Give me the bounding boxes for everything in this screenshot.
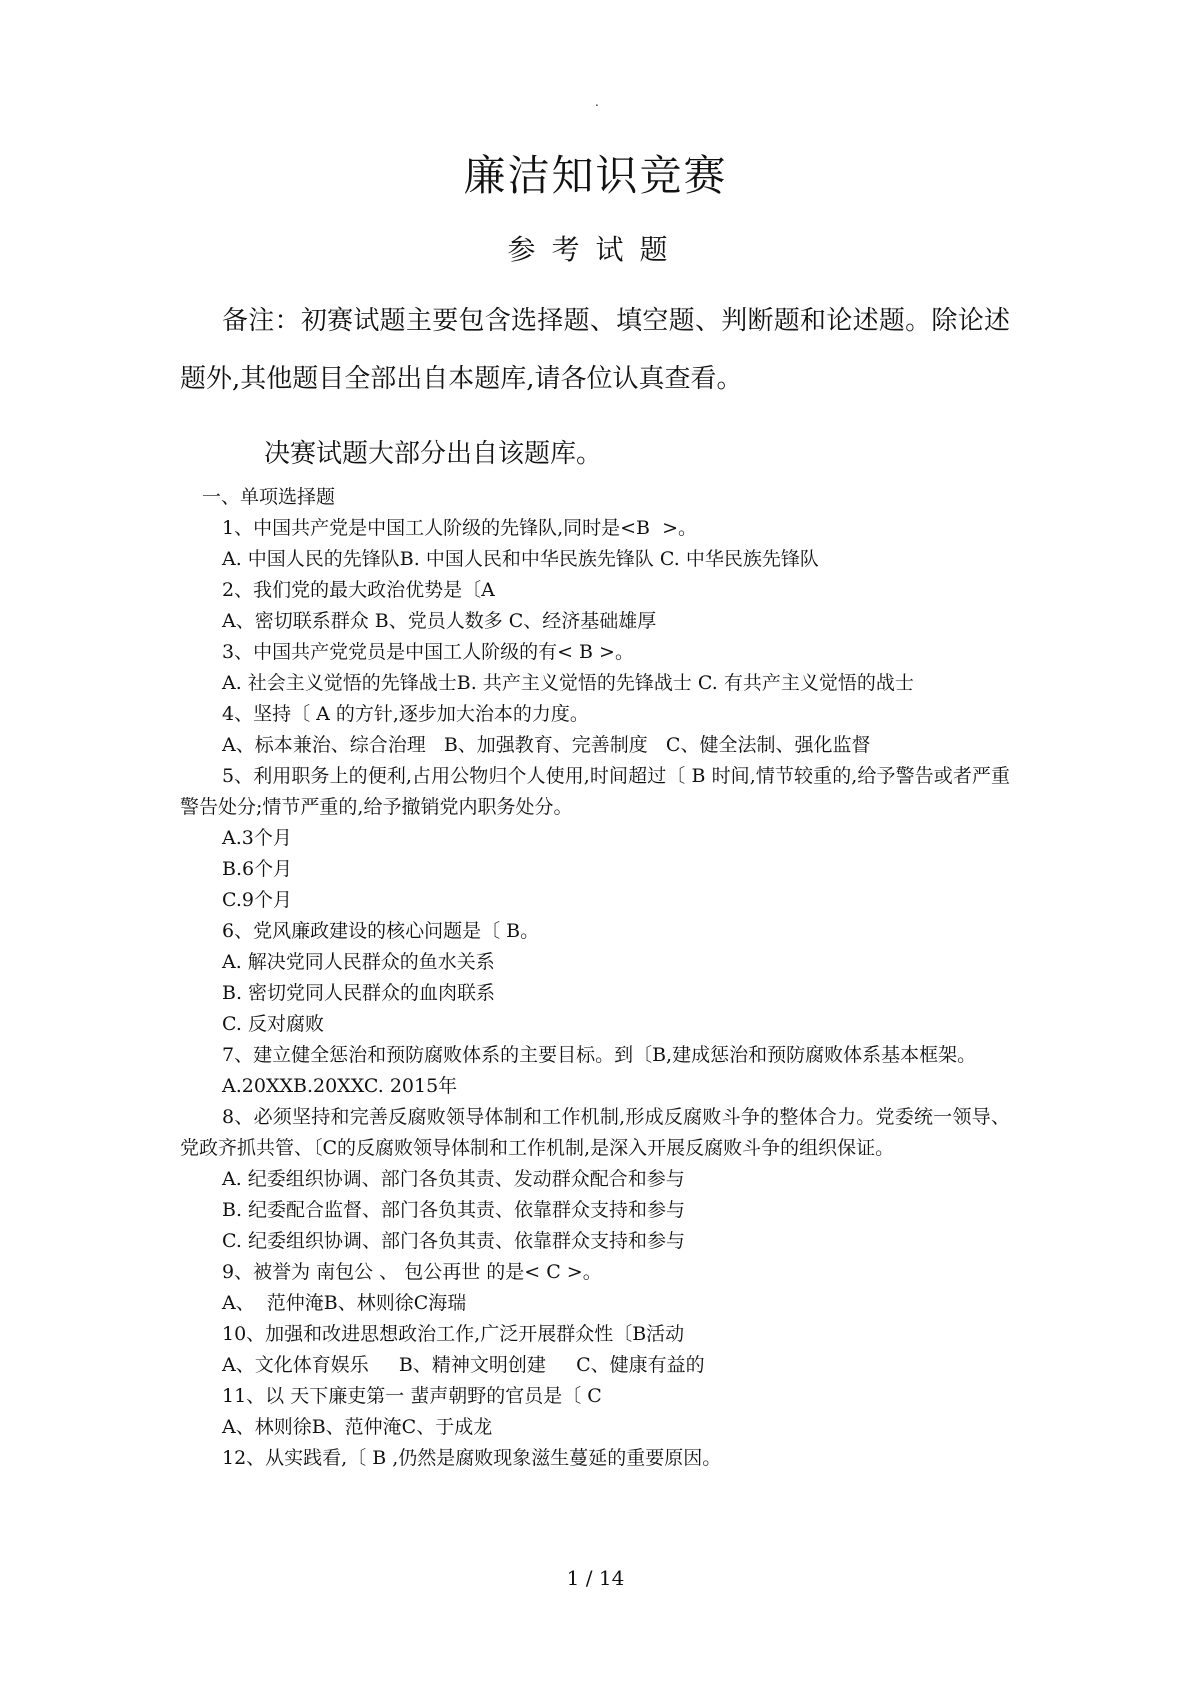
question: 3、中国共产党党员是中国工人阶级的有< B >。 <box>222 641 634 663</box>
answer-options: A. 社会主义觉悟的先锋战士B. 共产主义觉悟的先锋战士 C. 有共产主义觉悟的战士 <box>222 672 914 694</box>
answer-option: B. 纪委配合监督、部门各负其责、依靠群众支持和参与 <box>222 1199 686 1221</box>
answer-option: A. 纪委组织协调、部门各负其责、发动群众配合和参与 <box>222 1168 685 1190</box>
question: 9、被誉为 南包公 、 包公再世 的是< C >。 <box>222 1261 602 1283</box>
question: 7、建立健全惩治和预防腐败体系的主要目标。到〔B,建成惩治和预防腐败体系基本框架。 <box>222 1044 977 1066</box>
question: 8、必须坚持和完善反腐败领导体制和工作机制,形成反腐败斗争的整体合力。党委统一领导、党政齐抓共管、〔C的反腐败领导体制和工作机制,是深入开展反腐败斗争的组织保证。 <box>180 1106 1010 1159</box>
page-subtitle: 参考试题 <box>507 233 684 266</box>
answer-option: B. 密切党同人民群众的血肉联系 <box>222 982 496 1004</box>
question: 1、中国共产党是中国工人阶级的先锋队,同时是<B >。 <box>222 517 698 539</box>
question: 11、以 天下廉吏第一 蜚声朝野的官员是〔 C <box>222 1385 602 1407</box>
page-title: 廉洁知识竞赛 <box>463 151 728 200</box>
answer-options: A、 范仲淹B、林则徐C海瑞 <box>222 1292 467 1314</box>
answer-option: A. 解决党同人民群众的鱼水关系 <box>222 951 495 973</box>
answer-option: A.3个月 <box>222 827 292 849</box>
note-paragraph-2: 决赛试题大部分出自该题库。 <box>264 439 603 469</box>
question: 12、从实践看,〔 B ,仍然是腐败现象滋生蔓延的重要原因。 <box>222 1447 722 1469</box>
answer-options: A、文化体育娱乐 B、精神文明创建 C、健康有益的 <box>222 1354 705 1376</box>
answer-options: A.20XXB.20XXC. 2015年 <box>222 1075 458 1097</box>
note-paragraph: 备注：初赛试题主要包含选择题、填空题、判断题和论述题。除论述题外,其他题目全部出自本题库,请各位认真查看。 <box>180 306 1010 394</box>
answer-options: A、林则徐B、范仲淹C、于成龙 <box>222 1416 493 1438</box>
answer-option: C. 纪委组织协调、部门各负其责、依靠群众支持和参与 <box>222 1230 685 1252</box>
answer-option: C. 反对腐败 <box>222 1013 324 1035</box>
section-heading: 一、单项选择题 <box>202 486 336 508</box>
question: 10、加强和改进思想政治工作,广泛开展群众性〔B活动 <box>222 1323 685 1345</box>
header-dot: . <box>595 95 599 109</box>
question: 4、坚持〔 A 的方针,逐步加大治本的力度。 <box>222 703 589 725</box>
answer-options: A、标本兼治、综合治理 B、加强教育、完善制度 C、健全法制、强化监督 <box>222 734 871 756</box>
question-list <box>180 482 1010 1474</box>
question: 5、利用职务上的便利,占用公物归个人使用,时间超过〔 B 时间,情节较重的,给予警告或者严重警告处分;情节严重的,给予撤销党内职务处分。 <box>180 765 1010 818</box>
page-number: 1 / 14 <box>566 1566 625 1590</box>
question: 6、党风廉政建设的核心问题是〔 B。 <box>222 920 540 942</box>
answer-options: A. 中国人民的先锋队B. 中国人民和中华民族先锋队 C. 中华民族先锋队 <box>222 548 819 570</box>
answer-option: B.6个月 <box>222 858 293 880</box>
answer-options: A、密切联系群众 B、党员人数多 C、经济基础雄厚 <box>222 610 657 632</box>
answer-option: C.9个月 <box>222 889 292 911</box>
question: 2、我们党的最大政治优势是〔A <box>222 579 495 601</box>
